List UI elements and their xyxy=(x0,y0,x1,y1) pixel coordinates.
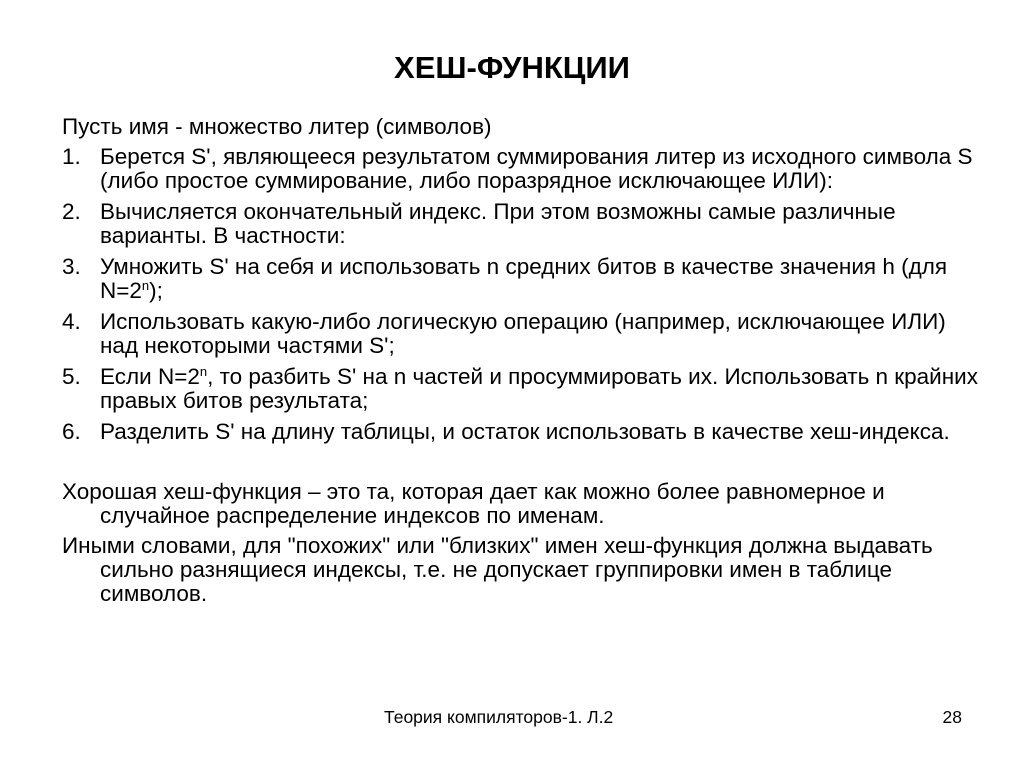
paragraph-in-other-words: Иными словами, для "похожих" или "близких" имен хеш-функция должна выдавать сильно разнящиеся индексы, т.е. не допускает группировки имен в таблице символов. xyxy=(62,533,933,606)
list-item-3 xyxy=(62,255,982,303)
slide-body xyxy=(62,115,982,612)
superscript-n: n xyxy=(141,278,150,293)
list-number: 1. xyxy=(62,144,81,169)
list-number: 3. xyxy=(62,254,81,279)
list-item-4 xyxy=(62,310,982,358)
list-number: 6. xyxy=(62,419,81,444)
list-item-6 xyxy=(62,420,982,444)
list-number: 2. xyxy=(62,199,81,224)
list-item-text: Умножить S' на себя и использовать n средних битов в качестве значения h (для N=2 xyxy=(100,254,948,303)
intro-text: Пусть имя - множество литер (символов) xyxy=(62,114,492,139)
numbered-list xyxy=(62,145,982,444)
list-item-text: Разделить S' на длину таблицы, и остаток использовать в качестве хеш-индекса. xyxy=(100,419,950,444)
list-item-text: Использовать какую-либо логическую операцию (например, исключающее ИЛИ) над некоторыми частями S'; xyxy=(100,309,946,358)
superscript-n: n xyxy=(199,364,208,379)
slide-title: ХЕШ-ФУНКЦИИ xyxy=(394,50,630,85)
list-item-5 xyxy=(62,365,982,413)
list-item-text-end: ); xyxy=(149,278,163,303)
list-item-text-end: , то разбить S' на n частей и просуммировать их. Использовать n крайних правых битов результата; xyxy=(100,364,978,413)
list-number: 4. xyxy=(62,309,81,334)
list-item-2 xyxy=(62,200,982,248)
paragraph-good-hash: Хорошая хеш-функция – это та, которая дает как можно более равномерное и случайное распределение индексов по именам. xyxy=(62,479,885,528)
list-item-text: Берется S', являющееся результатом суммирования литер из исходного символа S (либо простое суммирование, либо поразрядное исключающее ИЛИ): xyxy=(100,144,973,193)
footer-course-title: Теория компиляторов-1. Л.2 xyxy=(384,707,614,727)
list-item-text: Вычисляется окончательный индекс. При этом возможны самые различные варианты. В частности: xyxy=(100,199,896,248)
list-item-text: Если N=2 xyxy=(100,364,200,389)
list-number: 5. xyxy=(62,364,81,389)
list-item-1 xyxy=(62,145,982,193)
page-number: 28 xyxy=(942,707,962,727)
